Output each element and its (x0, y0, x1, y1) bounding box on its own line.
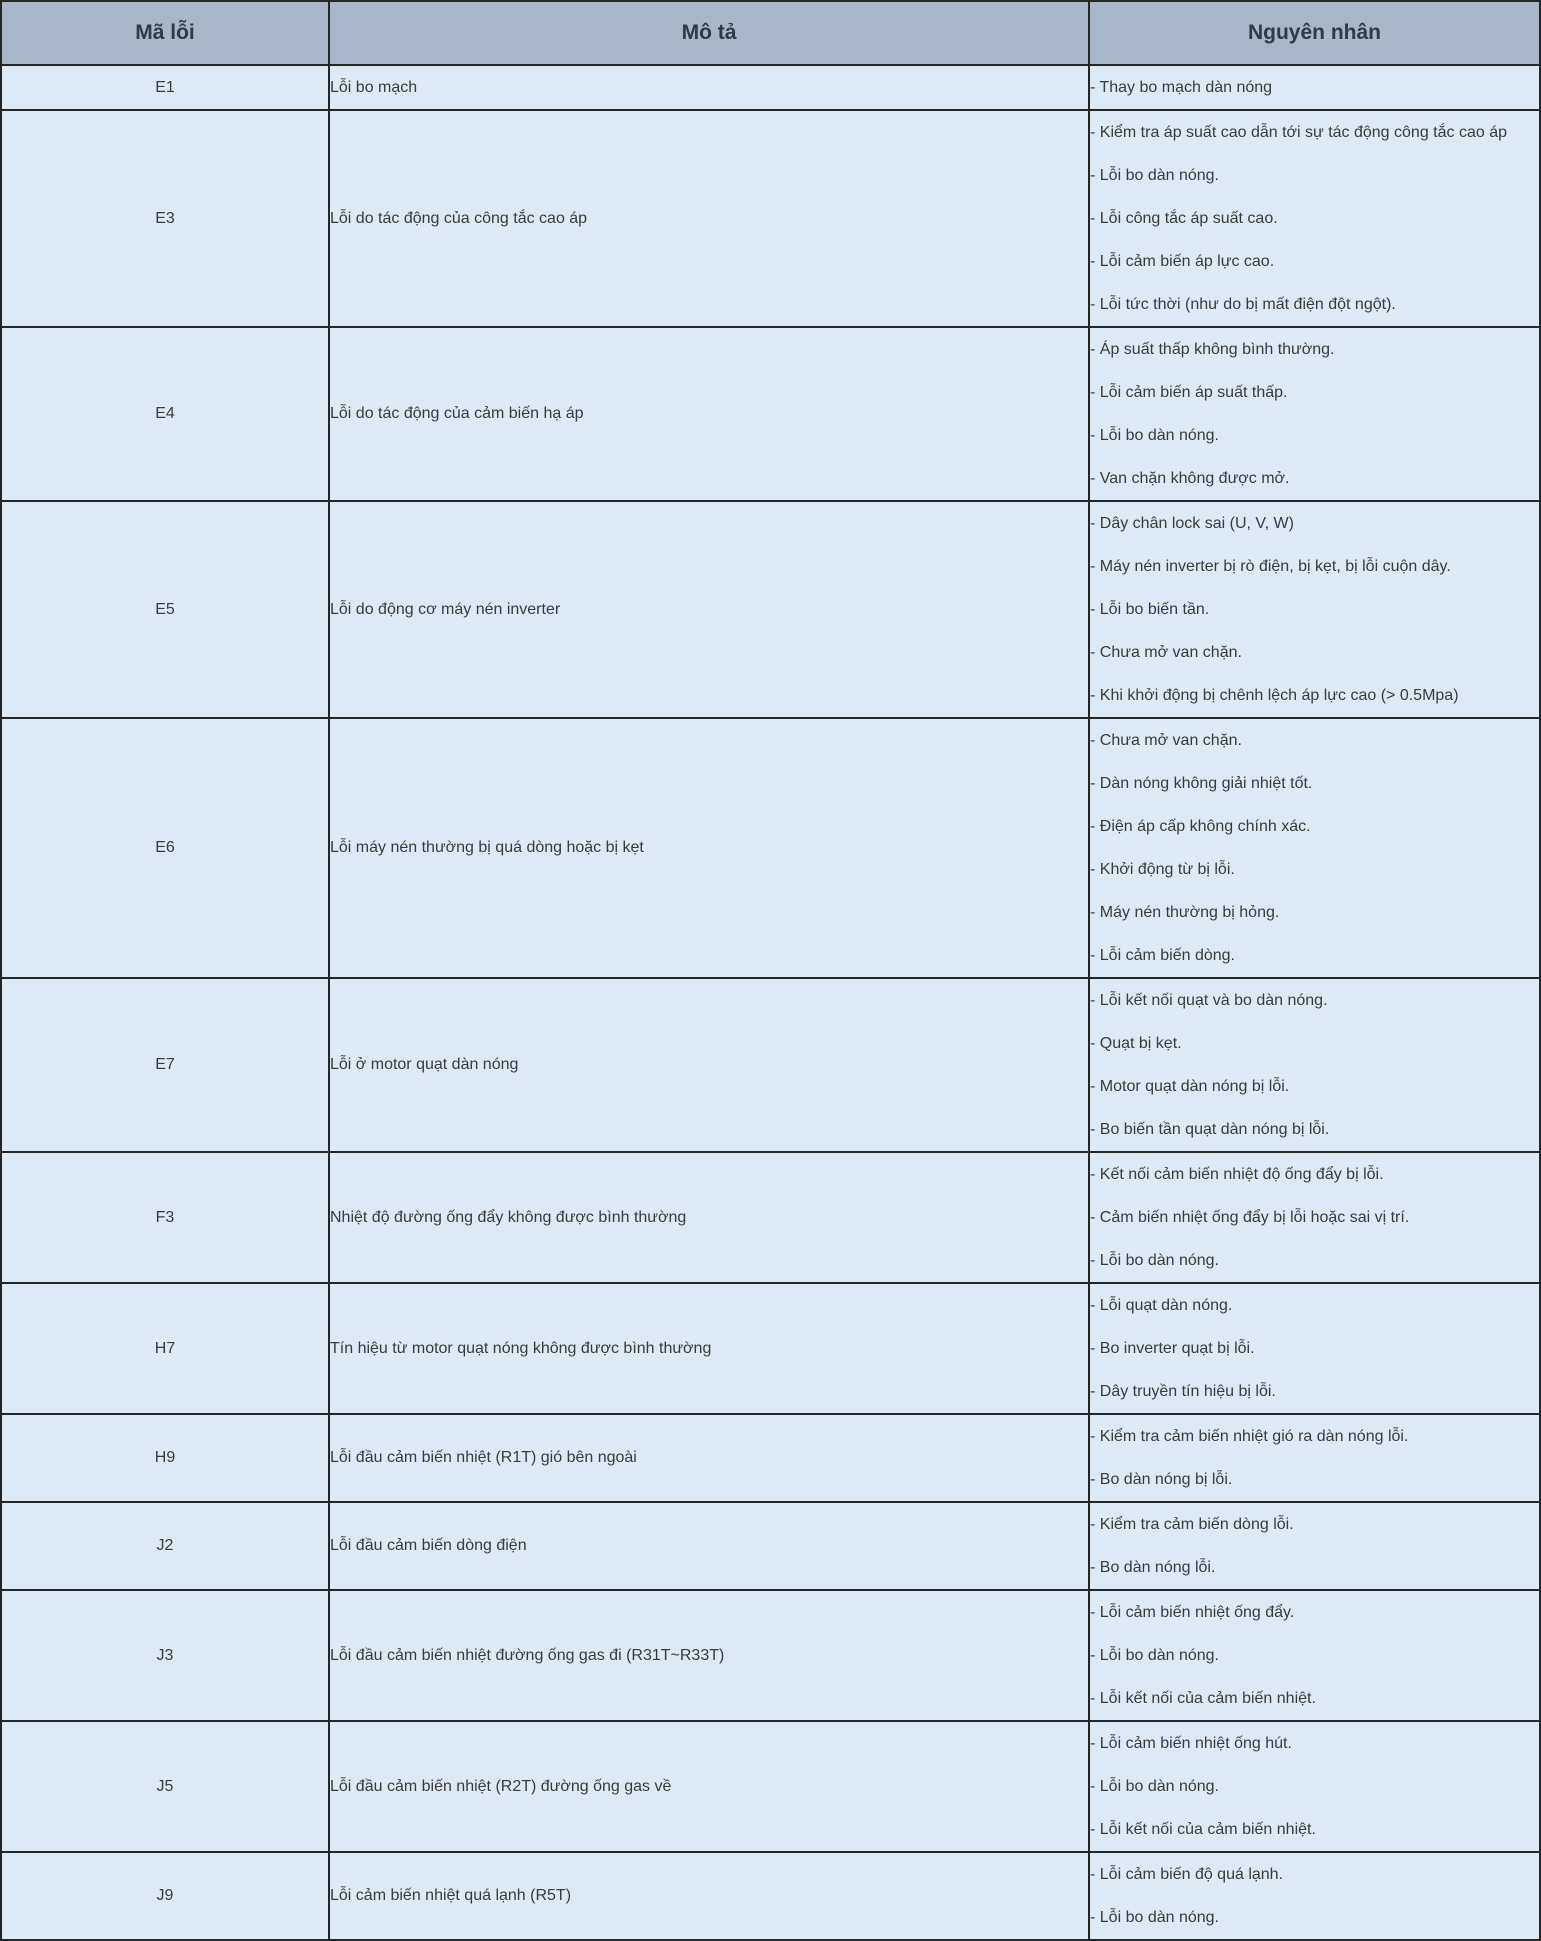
error-description-cell: Lỗi do tác động của công tắc cao áp (329, 110, 1089, 327)
cause-item: - Kết nối cảm biến nhiệt độ ống đẩy bị lỗi. (1090, 1166, 1384, 1183)
error-code-cell: H9 (1, 1414, 329, 1502)
error-description-cell: Lỗi đầu cảm biến nhiệt (R1T) gió bên ngoài (329, 1414, 1089, 1502)
error-code-cell: H7 (1, 1283, 329, 1414)
cause-item: - Bo inverter quạt bị lỗi. (1090, 1340, 1255, 1357)
error-description-cell: Lỗi cảm biến nhiệt quá lạnh (R5T) (329, 1852, 1089, 1940)
cause-item: - Lỗi cảm biến nhiệt ống hút. (1090, 1735, 1292, 1752)
cause-item: - Lỗi tức thời (như do bị mất điện đột ngột). (1090, 296, 1396, 313)
error-description-cell: Lỗi do động cơ máy nén inverter (329, 501, 1089, 718)
table-row (1, 1502, 1540, 1590)
cause-item: - Chưa mở van chặn. (1090, 732, 1242, 749)
error-code-cell: E7 (1, 978, 329, 1152)
cause-item: - Lỗi bo dàn nóng. (1090, 1647, 1219, 1664)
cause-item: - Kiểm tra cảm biến dòng lỗi. (1090, 1516, 1294, 1533)
table-row (1, 501, 1540, 718)
table-row (1, 1414, 1540, 1502)
error-code-cell: E5 (1, 501, 329, 718)
error-code-cell: E6 (1, 718, 329, 978)
error-causes-cell (1089, 1852, 1540, 1940)
cause-item: - Chưa mở van chặn. (1090, 644, 1242, 661)
cause-item: - Lỗi bo dàn nóng. (1090, 1778, 1219, 1795)
error-description-cell: Lỗi đầu cảm biến nhiệt đường ống gas đi (R31T~R33T) (329, 1590, 1089, 1721)
error-code-cell: J2 (1, 1502, 329, 1590)
cause-item: - Lỗi bo dàn nóng. (1090, 167, 1219, 184)
error-causes-cell (1089, 327, 1540, 501)
error-description-cell: Lỗi đầu cảm biến nhiệt (R2T) đường ống gas về (329, 1721, 1089, 1852)
error-causes-cell (1089, 501, 1540, 718)
cause-item: - Van chặn không được mở. (1090, 470, 1290, 487)
header-code: Mã lỗi (1, 1, 329, 65)
cause-item: - Khi khởi động bị chênh lệch áp lực cao (> 0.5Mpa) (1090, 687, 1459, 704)
cause-item: - Lỗi bo dàn nóng. (1090, 1252, 1219, 1269)
table-row (1, 1283, 1540, 1414)
cause-item: - Cảm biến nhiệt ống đẩy bị lỗi hoặc sai vị trí. (1090, 1209, 1410, 1226)
error-causes-cell (1089, 1721, 1540, 1852)
cause-item: - Máy nén inverter bị rò điện, bị kẹt, bị lỗi cuộn dây. (1090, 558, 1451, 575)
error-description-cell: Lỗi bo mạch (329, 65, 1089, 110)
cause-item: - Dây truyền tín hiệu bị lỗi. (1090, 1383, 1276, 1400)
cause-item: - Kiểm tra cảm biến nhiệt gió ra dàn nóng lỗi. (1090, 1428, 1409, 1445)
cause-item: - Áp suất thấp không bình thường. (1090, 341, 1335, 358)
table-row (1, 1590, 1540, 1721)
error-code-cell: J5 (1, 1721, 329, 1852)
header-row (1, 1, 1540, 65)
error-code-cell: J9 (1, 1852, 329, 1940)
cause-item: - Lỗi bo dàn nóng. (1090, 1909, 1219, 1926)
cause-item: - Lỗi bo dàn nóng. (1090, 427, 1219, 444)
error-description-cell: Tín hiệu từ motor quạt nóng không được bình thường (329, 1283, 1089, 1414)
cause-item: - Thay bo mạch dàn nóng (1090, 79, 1273, 96)
error-causes-cell (1089, 1414, 1540, 1502)
error-code-cell: F3 (1, 1152, 329, 1283)
error-causes-cell (1089, 65, 1540, 110)
cause-item: - Dàn nóng không giải nhiệt tốt. (1090, 775, 1313, 792)
cause-item: - Khởi động từ bị lỗi. (1090, 861, 1235, 878)
cause-item: - Kiểm tra áp suất cao dẫn tới sự tác động công tắc cao áp (1090, 124, 1507, 141)
cause-item: - Motor quạt dàn nóng bị lỗi. (1090, 1078, 1290, 1095)
cause-item: - Lỗi quạt dàn nóng. (1090, 1297, 1233, 1314)
cause-item: - Bo dàn nóng bị lỗi. (1090, 1471, 1233, 1488)
header-description: Mô tả (329, 1, 1089, 65)
cause-item: - Lỗi bo biến tần. (1090, 601, 1210, 618)
error-causes-cell (1089, 978, 1540, 1152)
error-description-cell: Lỗi do tác động của cảm biến hạ áp (329, 327, 1089, 501)
error-description-cell: Nhiệt độ đường ống đẩy không được bình thường (329, 1152, 1089, 1283)
error-causes-cell (1089, 1152, 1540, 1283)
error-description-cell: Lỗi máy nén thường bị quá dòng hoặc bị kẹt (329, 718, 1089, 978)
error-code-cell: J3 (1, 1590, 329, 1721)
table-row (1, 1721, 1540, 1852)
error-code-cell: E4 (1, 327, 329, 501)
error-code-cell: E1 (1, 65, 329, 110)
error-causes-cell (1089, 1283, 1540, 1414)
table-row (1, 110, 1540, 327)
error-causes-cell (1089, 1590, 1540, 1721)
error-code-cell: E3 (1, 110, 329, 327)
cause-item: - Lỗi cảm biến độ quá lạnh. (1090, 1866, 1284, 1883)
error-causes-cell (1089, 718, 1540, 978)
cause-item: - Điện áp cấp không chính xác. (1090, 818, 1311, 835)
error-causes-cell (1089, 110, 1540, 327)
cause-item: - Lỗi kết nối quạt và bo dàn nóng. (1090, 992, 1328, 1009)
table-row (1, 65, 1540, 110)
table-header (1, 1, 1540, 65)
header-causes: Nguyên nhân (1089, 1, 1540, 65)
table-body (1, 65, 1540, 1940)
cause-item: - Lỗi kết nối của cảm biến nhiệt. (1090, 1690, 1316, 1707)
error-description-cell: Lỗi ở motor quạt dàn nóng (329, 978, 1089, 1152)
cause-item: - Máy nén thường bị hỏng. (1090, 904, 1280, 921)
cause-item: - Lỗi cảm biến nhiệt ống đẩy. (1090, 1604, 1295, 1621)
table-row (1, 327, 1540, 501)
cause-item: - Bo dàn nóng lỗi. (1090, 1559, 1216, 1576)
cause-item: - Bo biến tần quạt dàn nóng bị lỗi. (1090, 1121, 1330, 1138)
cause-item: - Lỗi cảm biến áp suất thấp. (1090, 384, 1288, 401)
table-row (1, 1152, 1540, 1283)
table-row (1, 1852, 1540, 1940)
cause-item: - Quạt bị kẹt. (1090, 1035, 1182, 1052)
cause-item: - Dây chân lock sai (U, V, W) (1090, 515, 1294, 532)
table-row (1, 978, 1540, 1152)
table-row (1, 718, 1540, 978)
cause-item: - Lỗi công tắc áp suất cao. (1090, 210, 1278, 227)
error-description-cell: Lỗi đầu cảm biến dòng điện (329, 1502, 1089, 1590)
error-causes-cell (1089, 1502, 1540, 1590)
cause-item: - Lỗi cảm biến dòng. (1090, 947, 1235, 964)
cause-item: - Lỗi cảm biến áp lực cao. (1090, 253, 1275, 270)
cause-item: - Lỗi kết nối của cảm biến nhiệt. (1090, 1821, 1316, 1838)
